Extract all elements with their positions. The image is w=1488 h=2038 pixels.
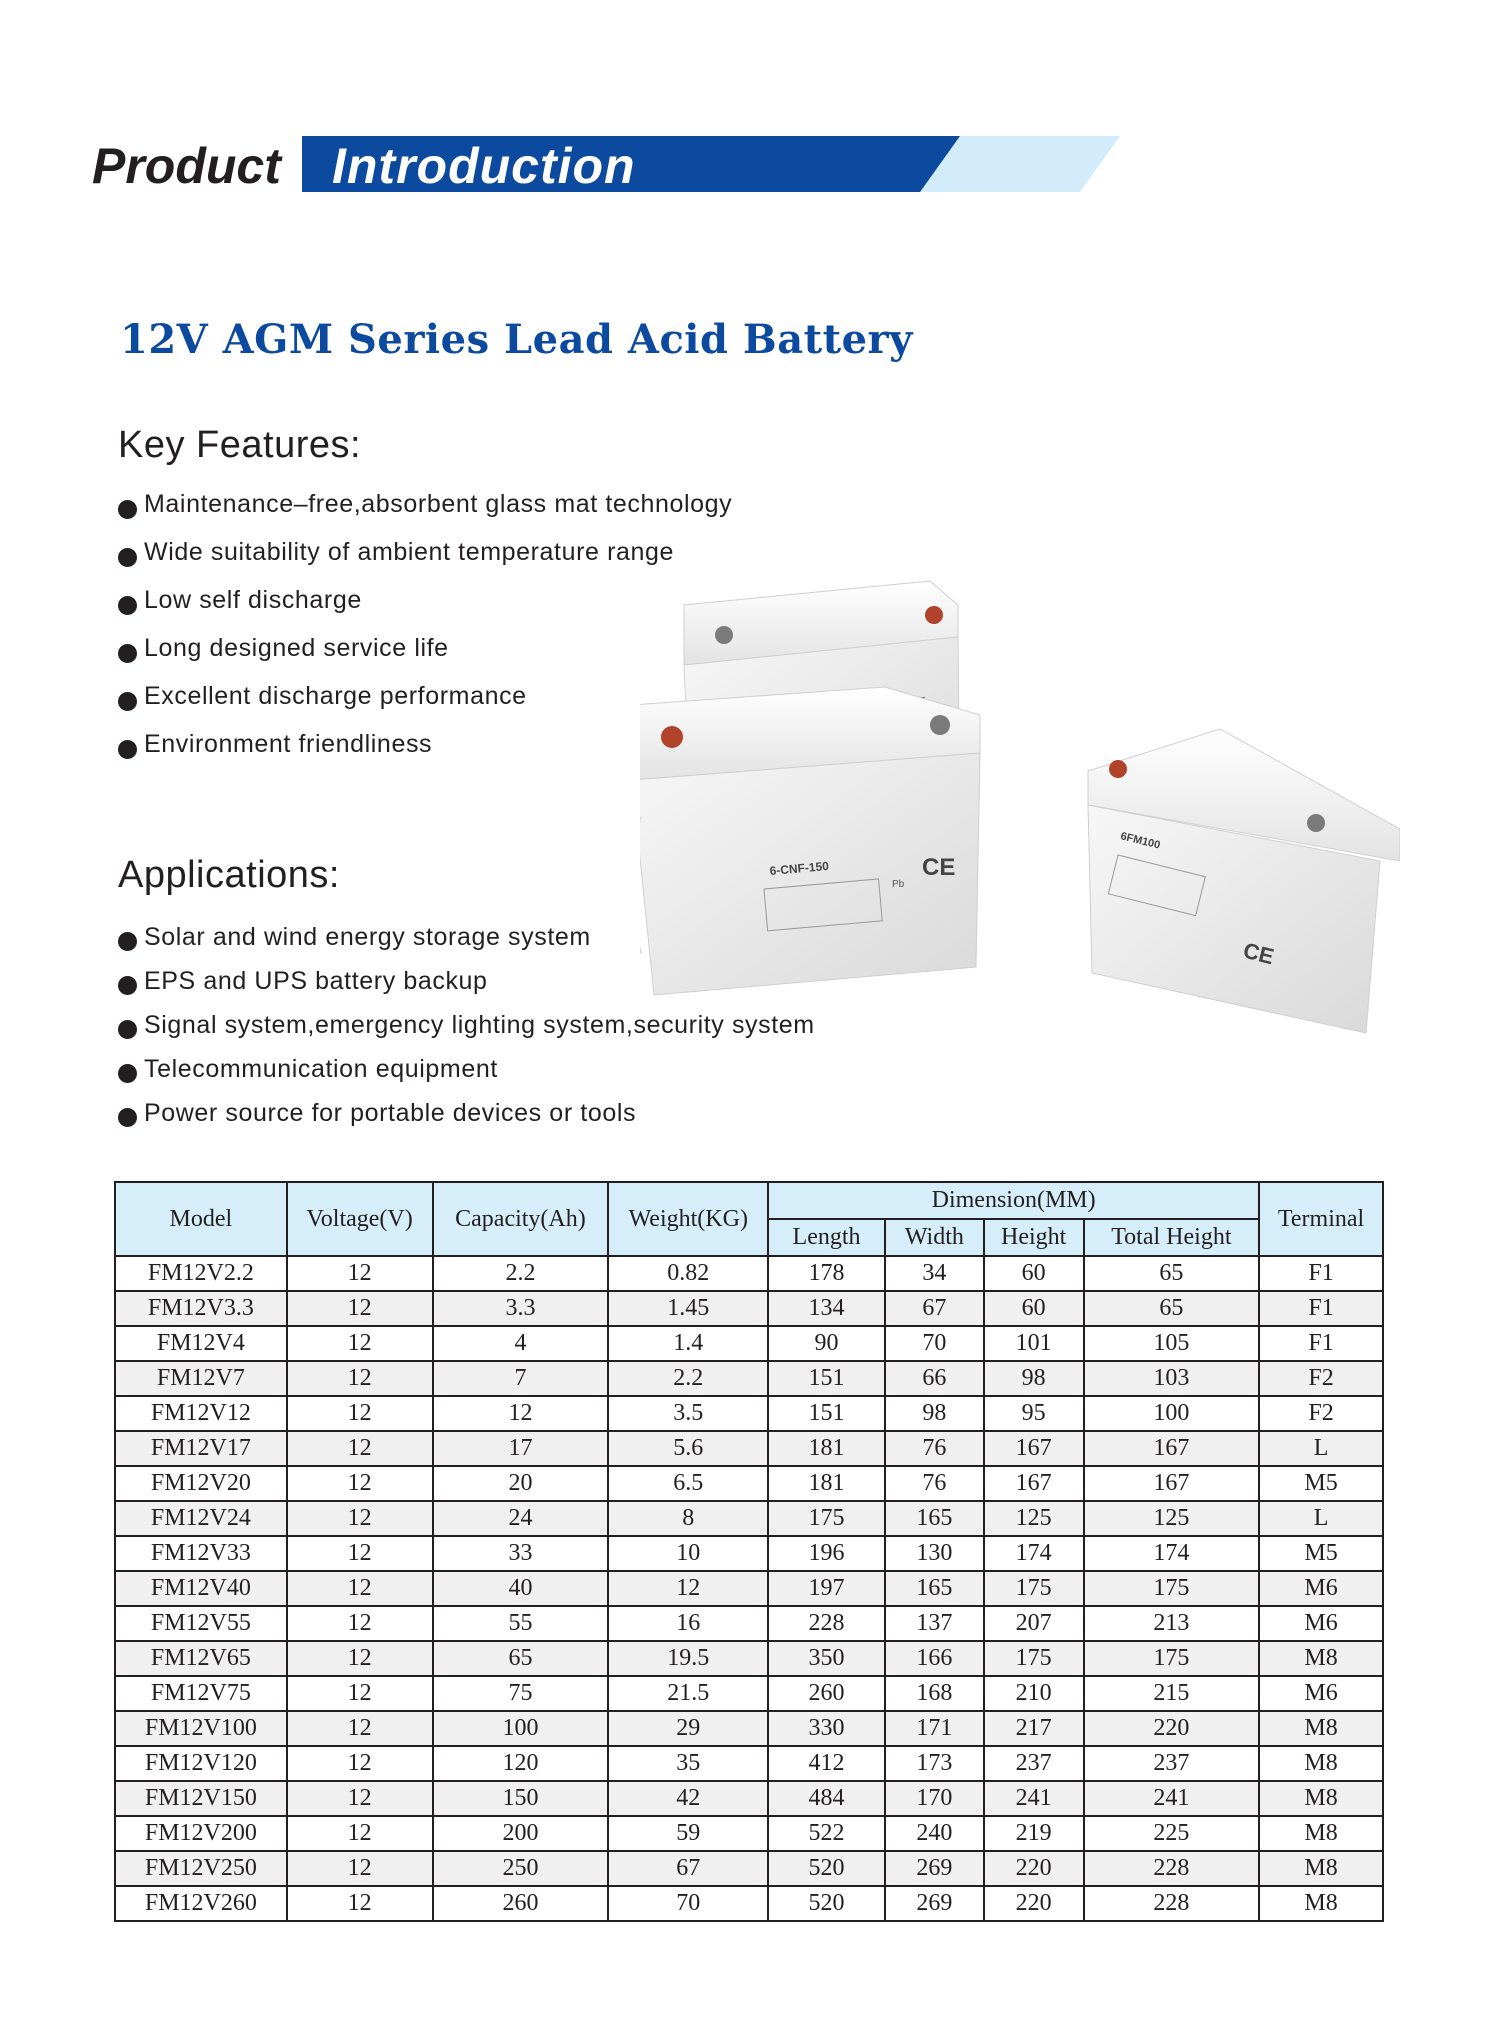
cell-voltage: 12 xyxy=(287,1816,433,1851)
cell-height: 219 xyxy=(984,1816,1084,1851)
cell-height: 217 xyxy=(984,1711,1084,1746)
header-width: Width xyxy=(885,1219,984,1256)
cell-total-height: 225 xyxy=(1084,1816,1260,1851)
cell-width: 171 xyxy=(885,1711,984,1746)
cell-terminal: M5 xyxy=(1259,1466,1383,1501)
cell-model: FM12V12 xyxy=(115,1396,287,1431)
cell-weight: 1.4 xyxy=(608,1326,768,1361)
cell-model: FM12V150 xyxy=(115,1781,287,1816)
cell-model: FM12V100 xyxy=(115,1711,287,1746)
cell-height: 210 xyxy=(984,1676,1084,1711)
battery-product-image xyxy=(640,575,1400,1035)
cell-total-height: 215 xyxy=(1084,1676,1260,1711)
cell-width: 98 xyxy=(885,1396,984,1431)
cell-length: 181 xyxy=(768,1466,885,1501)
feature-item: Environment friendliness xyxy=(116,726,732,774)
cell-voltage: 12 xyxy=(287,1466,433,1501)
application-item: EPS and UPS battery backup xyxy=(116,964,815,1008)
application-item: Solar and wind energy storage system xyxy=(116,920,815,964)
application-item: Signal system,emergency lighting system,security system xyxy=(116,1008,815,1052)
cell-capacity: 100 xyxy=(433,1711,609,1746)
cell-total-height: 65 xyxy=(1084,1291,1260,1326)
cell-height: 207 xyxy=(984,1606,1084,1641)
cell-total-height: 228 xyxy=(1084,1886,1260,1921)
cell-terminal: M8 xyxy=(1259,1746,1383,1781)
cell-weight: 1.45 xyxy=(608,1291,768,1326)
table-row xyxy=(115,1536,1383,1571)
cell-terminal: M5 xyxy=(1259,1536,1383,1571)
table-row xyxy=(115,1361,1383,1396)
cell-weight: 29 xyxy=(608,1711,768,1746)
cell-weight: 21.5 xyxy=(608,1676,768,1711)
cell-total-height: 105 xyxy=(1084,1326,1260,1361)
cell-terminal: F2 xyxy=(1259,1396,1383,1431)
cell-length: 260 xyxy=(768,1676,885,1711)
cell-width: 168 xyxy=(885,1676,984,1711)
cell-length: 522 xyxy=(768,1816,885,1851)
cell-model: FM12V55 xyxy=(115,1606,287,1641)
header-word-introduction: Introduction xyxy=(332,138,636,194)
cell-voltage: 12 xyxy=(287,1396,433,1431)
cell-width: 76 xyxy=(885,1466,984,1501)
cell-length: 520 xyxy=(768,1851,885,1886)
cell-capacity: 200 xyxy=(433,1816,609,1851)
cell-length: 350 xyxy=(768,1641,885,1676)
cell-capacity: 250 xyxy=(433,1851,609,1886)
cell-voltage: 12 xyxy=(287,1746,433,1781)
cell-weight: 5.6 xyxy=(608,1431,768,1466)
feature-item: Maintenance–free,absorbent glass mat technology xyxy=(116,486,732,534)
cell-capacity: 33 xyxy=(433,1536,609,1571)
cell-voltage: 12 xyxy=(287,1256,433,1291)
cell-terminal: M6 xyxy=(1259,1571,1383,1606)
specifications-table xyxy=(114,1181,1384,1922)
cell-width: 137 xyxy=(885,1606,984,1641)
cell-width: 165 xyxy=(885,1501,984,1536)
cell-voltage: 12 xyxy=(287,1711,433,1746)
page-title: 12V AGM Series Lead Acid Battery xyxy=(120,316,913,363)
cell-model: FM12V7 xyxy=(115,1361,287,1396)
cell-capacity: 24 xyxy=(433,1501,609,1536)
cell-height: 95 xyxy=(984,1396,1084,1431)
specifications-table-body xyxy=(115,1256,1383,1921)
cell-length: 151 xyxy=(768,1361,885,1396)
feature-item: Wide suitability of ambient temperature range xyxy=(116,534,732,582)
cell-model: FM12V200 xyxy=(115,1816,287,1851)
cell-terminal: M8 xyxy=(1259,1851,1383,1886)
cell-voltage: 12 xyxy=(287,1501,433,1536)
cell-weight: 70 xyxy=(608,1886,768,1921)
cell-length: 175 xyxy=(768,1501,885,1536)
cell-weight: 6.5 xyxy=(608,1466,768,1501)
cell-height: 60 xyxy=(984,1256,1084,1291)
cell-capacity: 7 xyxy=(433,1361,609,1396)
cell-height: 167 xyxy=(984,1431,1084,1466)
cell-weight: 10 xyxy=(608,1536,768,1571)
table-row xyxy=(115,1711,1383,1746)
cell-weight: 19.5 xyxy=(608,1641,768,1676)
cell-terminal: L xyxy=(1259,1431,1383,1466)
table-row xyxy=(115,1746,1383,1781)
table-row xyxy=(115,1256,1383,1291)
cell-capacity: 40 xyxy=(433,1571,609,1606)
cell-total-height: 228 xyxy=(1084,1851,1260,1886)
cell-model: FM12V3.3 xyxy=(115,1291,287,1326)
cell-terminal: M8 xyxy=(1259,1781,1383,1816)
table-row xyxy=(115,1466,1383,1501)
cell-height: 174 xyxy=(984,1536,1084,1571)
cell-weight: 3.5 xyxy=(608,1396,768,1431)
cell-width: 170 xyxy=(885,1781,984,1816)
cell-model: FM12V4 xyxy=(115,1326,287,1361)
cell-weight: 8 xyxy=(608,1501,768,1536)
table-row xyxy=(115,1606,1383,1641)
cell-terminal: M8 xyxy=(1259,1641,1383,1676)
cell-capacity: 12 xyxy=(433,1396,609,1431)
feature-item: Long designed service life xyxy=(116,630,732,678)
cell-capacity: 2.2 xyxy=(433,1256,609,1291)
cell-model: FM12V260 xyxy=(115,1886,287,1921)
cell-height: 175 xyxy=(984,1641,1084,1676)
cell-total-height: 175 xyxy=(1084,1641,1260,1676)
applications-heading: Applications: xyxy=(118,854,340,896)
table-row xyxy=(115,1396,1383,1431)
cell-model: FM12V40 xyxy=(115,1571,287,1606)
cell-height: 175 xyxy=(984,1571,1084,1606)
battery-right-ce-mark: CE xyxy=(1240,937,1277,970)
cell-voltage: 12 xyxy=(287,1676,433,1711)
header-height: Height xyxy=(984,1219,1084,1256)
cell-length: 90 xyxy=(768,1326,885,1361)
table-row xyxy=(115,1781,1383,1816)
cell-width: 34 xyxy=(885,1256,984,1291)
cell-model: FM12V20 xyxy=(115,1466,287,1501)
table-row xyxy=(115,1326,1383,1361)
cell-model: FM12V250 xyxy=(115,1851,287,1886)
cell-capacity: 150 xyxy=(433,1781,609,1816)
cell-capacity: 55 xyxy=(433,1606,609,1641)
cell-length: 484 xyxy=(768,1781,885,1816)
cell-capacity: 75 xyxy=(433,1676,609,1711)
cell-total-height: 65 xyxy=(1084,1256,1260,1291)
cell-terminal: M6 xyxy=(1259,1676,1383,1711)
cell-voltage: 12 xyxy=(287,1851,433,1886)
header-banner xyxy=(90,134,1140,196)
cell-total-height: 241 xyxy=(1084,1781,1260,1816)
cell-weight: 59 xyxy=(608,1816,768,1851)
cell-height: 237 xyxy=(984,1746,1084,1781)
cell-total-height: 103 xyxy=(1084,1361,1260,1396)
cell-terminal: F1 xyxy=(1259,1326,1383,1361)
cell-model: FM12V75 xyxy=(115,1676,287,1711)
table-row xyxy=(115,1431,1383,1466)
feature-item: Excellent discharge performance xyxy=(116,678,732,726)
cell-total-height: 167 xyxy=(1084,1466,1260,1501)
cell-weight: 12 xyxy=(608,1571,768,1606)
cell-width: 166 xyxy=(885,1641,984,1676)
table-row xyxy=(115,1676,1383,1711)
cell-width: 240 xyxy=(885,1816,984,1851)
cell-capacity: 120 xyxy=(433,1746,609,1781)
header-length: Length xyxy=(768,1219,885,1256)
cell-voltage: 12 xyxy=(287,1886,433,1921)
cell-height: 98 xyxy=(984,1361,1084,1396)
cell-height: 125 xyxy=(984,1501,1084,1536)
cell-model: FM12V24 xyxy=(115,1501,287,1536)
cell-width: 66 xyxy=(885,1361,984,1396)
cell-length: 228 xyxy=(768,1606,885,1641)
cell-terminal: F2 xyxy=(1259,1361,1383,1396)
cell-capacity: 20 xyxy=(433,1466,609,1501)
cell-length: 197 xyxy=(768,1571,885,1606)
cell-voltage: 12 xyxy=(287,1326,433,1361)
cell-width: 173 xyxy=(885,1746,984,1781)
cell-width: 76 xyxy=(885,1431,984,1466)
cell-height: 167 xyxy=(984,1466,1084,1501)
cell-length: 330 xyxy=(768,1711,885,1746)
cell-total-height: 175 xyxy=(1084,1571,1260,1606)
cell-length: 178 xyxy=(768,1256,885,1291)
cell-width: 70 xyxy=(885,1326,984,1361)
cell-capacity: 3.3 xyxy=(433,1291,609,1326)
cell-voltage: 12 xyxy=(287,1536,433,1571)
table-row xyxy=(115,1641,1383,1676)
cell-model: FM12V65 xyxy=(115,1641,287,1676)
feature-item: Low self discharge xyxy=(116,582,732,630)
header-terminal: Terminal xyxy=(1259,1182,1383,1256)
cell-voltage: 12 xyxy=(287,1361,433,1396)
cell-total-height: 237 xyxy=(1084,1746,1260,1781)
cell-model: FM12V120 xyxy=(115,1746,287,1781)
cell-model: FM12V33 xyxy=(115,1536,287,1571)
cell-weight: 0.82 xyxy=(608,1256,768,1291)
application-item: Power source for portable devices or tools xyxy=(116,1096,815,1140)
table-row xyxy=(115,1501,1383,1536)
cell-total-height: 100 xyxy=(1084,1396,1260,1431)
cell-width: 165 xyxy=(885,1571,984,1606)
cell-voltage: 12 xyxy=(287,1606,433,1641)
cell-terminal: M6 xyxy=(1259,1606,1383,1641)
cell-terminal: F1 xyxy=(1259,1291,1383,1326)
cell-length: 181 xyxy=(768,1431,885,1466)
cell-total-height: 125 xyxy=(1084,1501,1260,1536)
cell-weight: 35 xyxy=(608,1746,768,1781)
cell-weight: 2.2 xyxy=(608,1361,768,1396)
cell-voltage: 12 xyxy=(287,1571,433,1606)
cell-voltage: 12 xyxy=(287,1431,433,1466)
battery-large-ce-mark: CE xyxy=(922,854,956,881)
cell-capacity: 260 xyxy=(433,1886,609,1921)
cell-width: 67 xyxy=(885,1291,984,1326)
cell-weight: 42 xyxy=(608,1781,768,1816)
cell-model: FM12V17 xyxy=(115,1431,287,1466)
header-weight: Weight(KG) xyxy=(608,1182,768,1256)
cell-terminal: M8 xyxy=(1259,1711,1383,1746)
header-word-product: Product xyxy=(92,138,281,194)
cell-width: 269 xyxy=(885,1851,984,1886)
cell-length: 196 xyxy=(768,1536,885,1571)
cell-voltage: 12 xyxy=(287,1641,433,1676)
table-row xyxy=(115,1291,1383,1326)
cell-length: 134 xyxy=(768,1291,885,1326)
cell-height: 241 xyxy=(984,1781,1084,1816)
cell-terminal: F1 xyxy=(1259,1256,1383,1291)
cell-total-height: 174 xyxy=(1084,1536,1260,1571)
header-dimension: Dimension(MM) xyxy=(768,1182,1259,1219)
header-capacity: Capacity(Ah) xyxy=(433,1182,609,1256)
table-row xyxy=(115,1886,1383,1921)
cell-terminal: M8 xyxy=(1259,1816,1383,1851)
cell-voltage: 12 xyxy=(287,1291,433,1326)
cell-width: 130 xyxy=(885,1536,984,1571)
cell-height: 60 xyxy=(984,1291,1084,1326)
cell-capacity: 17 xyxy=(433,1431,609,1466)
cell-terminal: L xyxy=(1259,1501,1383,1536)
cell-model: FM12V2.2 xyxy=(115,1256,287,1291)
header-total-height: Total Height xyxy=(1084,1219,1260,1256)
features-heading: Key Features: xyxy=(118,424,362,466)
application-item: Telecommunication equipment xyxy=(116,1052,815,1096)
table-row xyxy=(115,1571,1383,1606)
table-row xyxy=(115,1851,1383,1886)
header-voltage: Voltage(V) xyxy=(287,1182,433,1256)
battery-right-label: 6FM100 xyxy=(1119,830,1162,852)
cell-length: 520 xyxy=(768,1886,885,1921)
header-model: Model xyxy=(115,1182,287,1256)
cell-height: 220 xyxy=(984,1886,1084,1921)
cell-length: 412 xyxy=(768,1746,885,1781)
cell-total-height: 167 xyxy=(1084,1431,1260,1466)
battery-large-pb-mark: Pb xyxy=(892,879,905,890)
battery-right xyxy=(1088,729,1400,1033)
cell-total-height: 220 xyxy=(1084,1711,1260,1746)
battery-large xyxy=(640,687,980,995)
cell-weight: 16 xyxy=(608,1606,768,1641)
battery-large-label: 6-CNF-150 xyxy=(769,858,830,878)
cell-terminal: M8 xyxy=(1259,1886,1383,1921)
cell-height: 220 xyxy=(984,1851,1084,1886)
table-row xyxy=(115,1816,1383,1851)
cell-width: 269 xyxy=(885,1886,984,1921)
cell-capacity: 4 xyxy=(433,1326,609,1361)
cell-length: 151 xyxy=(768,1396,885,1431)
cell-total-height: 213 xyxy=(1084,1606,1260,1641)
cell-voltage: 12 xyxy=(287,1781,433,1816)
cell-weight: 67 xyxy=(608,1851,768,1886)
cell-capacity: 65 xyxy=(433,1641,609,1676)
cell-height: 101 xyxy=(984,1326,1084,1361)
